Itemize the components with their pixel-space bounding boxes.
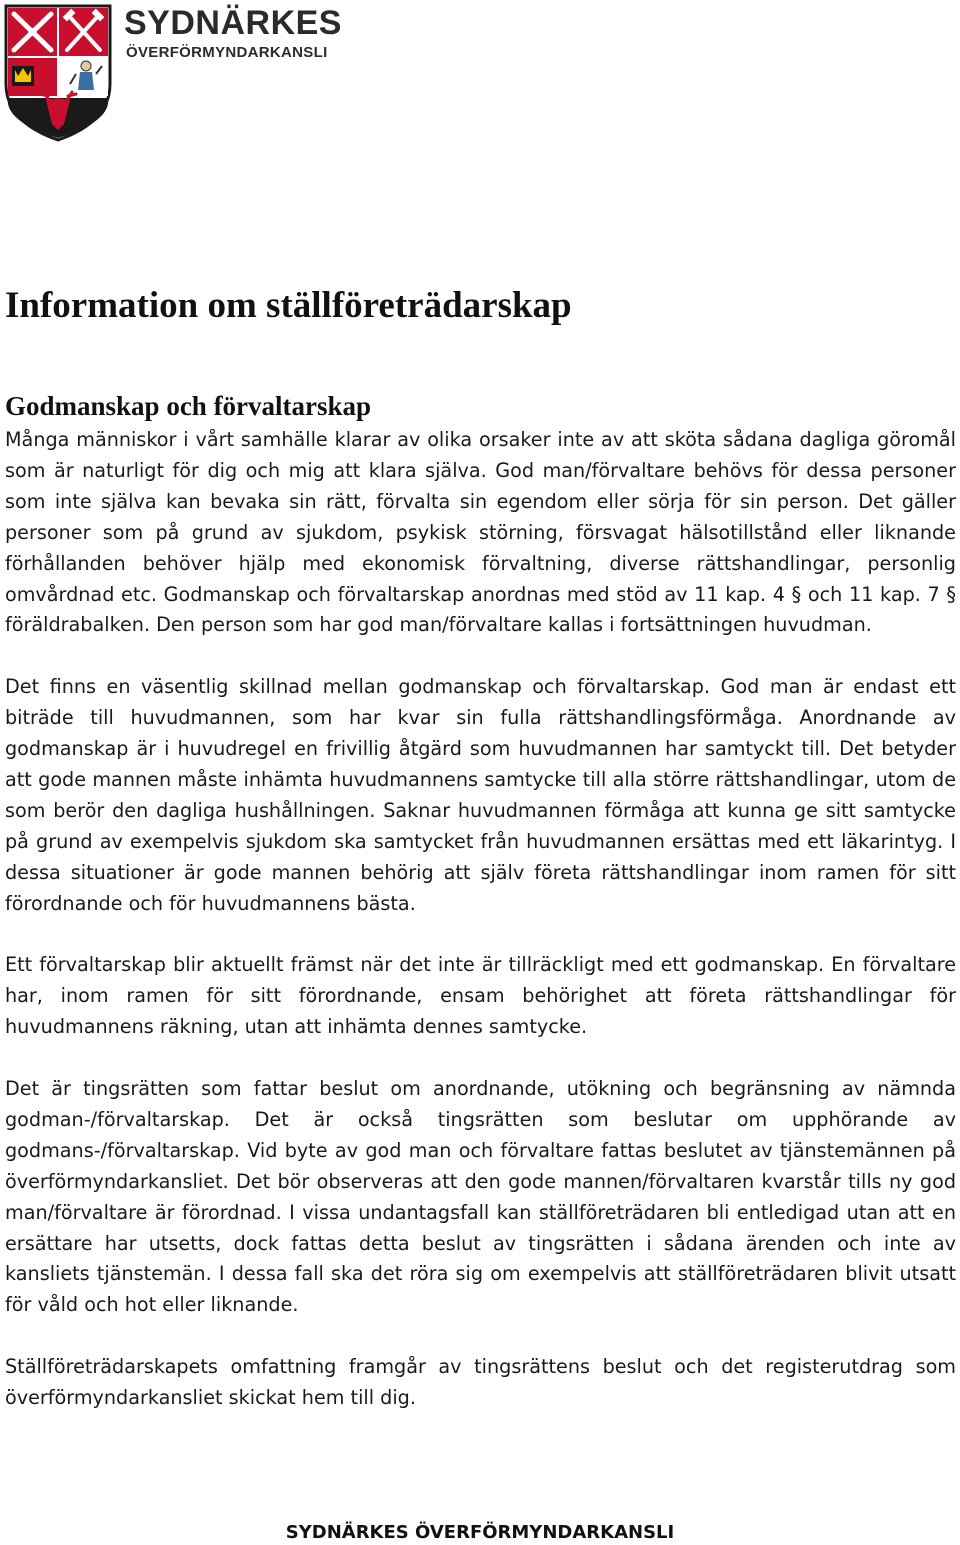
footer-org-name: SYDNÄRKES ÖVERFÖRMYNDARKANSLI — [285, 1522, 675, 1543]
paragraph-omfattning: Ställföreträdarskapets omfattning framgår av tingsrättens beslut och det registerutdrag som överförmyndarkansliet skickat hem till dig. — [5, 1355, 956, 1410]
coat-of-arms-crest-icon — [4, 4, 112, 142]
section-title: Godmanskap och förvaltarskap — [5, 391, 372, 421]
paragraph-intro: Många människor i vårt samhälle klarar av olika orsaker inte av att sköta sådana dagliga göromål som är naturligt för dig och mig att klara själva. God man/förvaltare behövs för dessa personer som inte själva kan bevaka sin rätt, förvalta sin egendom eller sörja för sin person. Det gäller personer som på grund av sjukdom, psykisk störning, försvagat hälsotillstånd eller liknande förhållanden behöver hjälp med ekonomisk förvaltning, diverse rättshandlingar, personlig omvårdnad etc. Godmanskap och förvaltarskap anordnas med stöd av 11 kap. 4 § och 11 kap. 7 § föräldrabalken. Den person som har god man/förvaltare kallas i fortsättningen huvudman. — [5, 428, 956, 637]
document-title: Information om ställföreträdarskap — [5, 285, 572, 326]
paragraph-tingsratten: Det är tingsrätten som fattar beslut om anordnande, utökning och begränsning av nämnda godman-/förvaltarskap. Det är också tingsrätten som beslutar om upphörande av godmans-/förvaltarskap. Vid byte av god man och förvaltare fattas beslutet av tjänstemännen på överförmyndarkansliet. Det bör observeras att den gode mannen/förvaltaren kvarstår tills ny god man/förvaltare är förordnad. I vissa undantagsfall kan ställföreträdaren bli entledigad utan att en ersättare har utsetts, dock fattas detta beslut av tingsrätten i sådana ärenden och inte av kansliets tjänstemän. I dessa fall ska det röra sig om exempelvis att ställföreträdaren blivit utsatt för våld och hot eller liknande. — [5, 1076, 956, 1317]
paragraph-forvaltarskap: Ett förvaltarskap blir aktuellt främst när det inte är tillräckligt med ett godmanskap. En förvaltare har, inom ramen för sitt förordnande, ensam behörighet att företa rättshandlingar för huvudmannens räkning, utan att inhämta dennes samtycke. — [5, 953, 956, 1039]
org-subtitle: ÖVERFÖRMYNDARKANSLI — [126, 44, 328, 61]
document-body — [5, 387, 956, 1445]
paragraph-godmanskap: Det finns en väsentlig skillnad mellan godmanskap och förvaltarskap. God man är endast ett biträde till huvudmannen, som har kvar sin fulla rättshandlingsförmåga. Anordnande av godmanskap är i huvudregel en frivillig åtgärd som huvudmannen har samtyckt till. Det betyder att gode mannen måste inhämta huvudmannens samtycke till alla större rättshandlingar, utom de som berör den dagliga hushållningen. Saknar huvudmannen förmåga att kunna ge sitt samtycke på grund av exempelvis sjukdom ska samtycket från huvudmannen ersättas med ett läkarintyg. I dessa situationer är gode mannen behörig att själv företa rättshandlingar inom ramen för sitt förordnande och för huvudmannens bästa. — [5, 675, 956, 915]
org-name: SYDNÄRKES — [124, 4, 342, 42]
letterhead — [4, 4, 342, 144]
